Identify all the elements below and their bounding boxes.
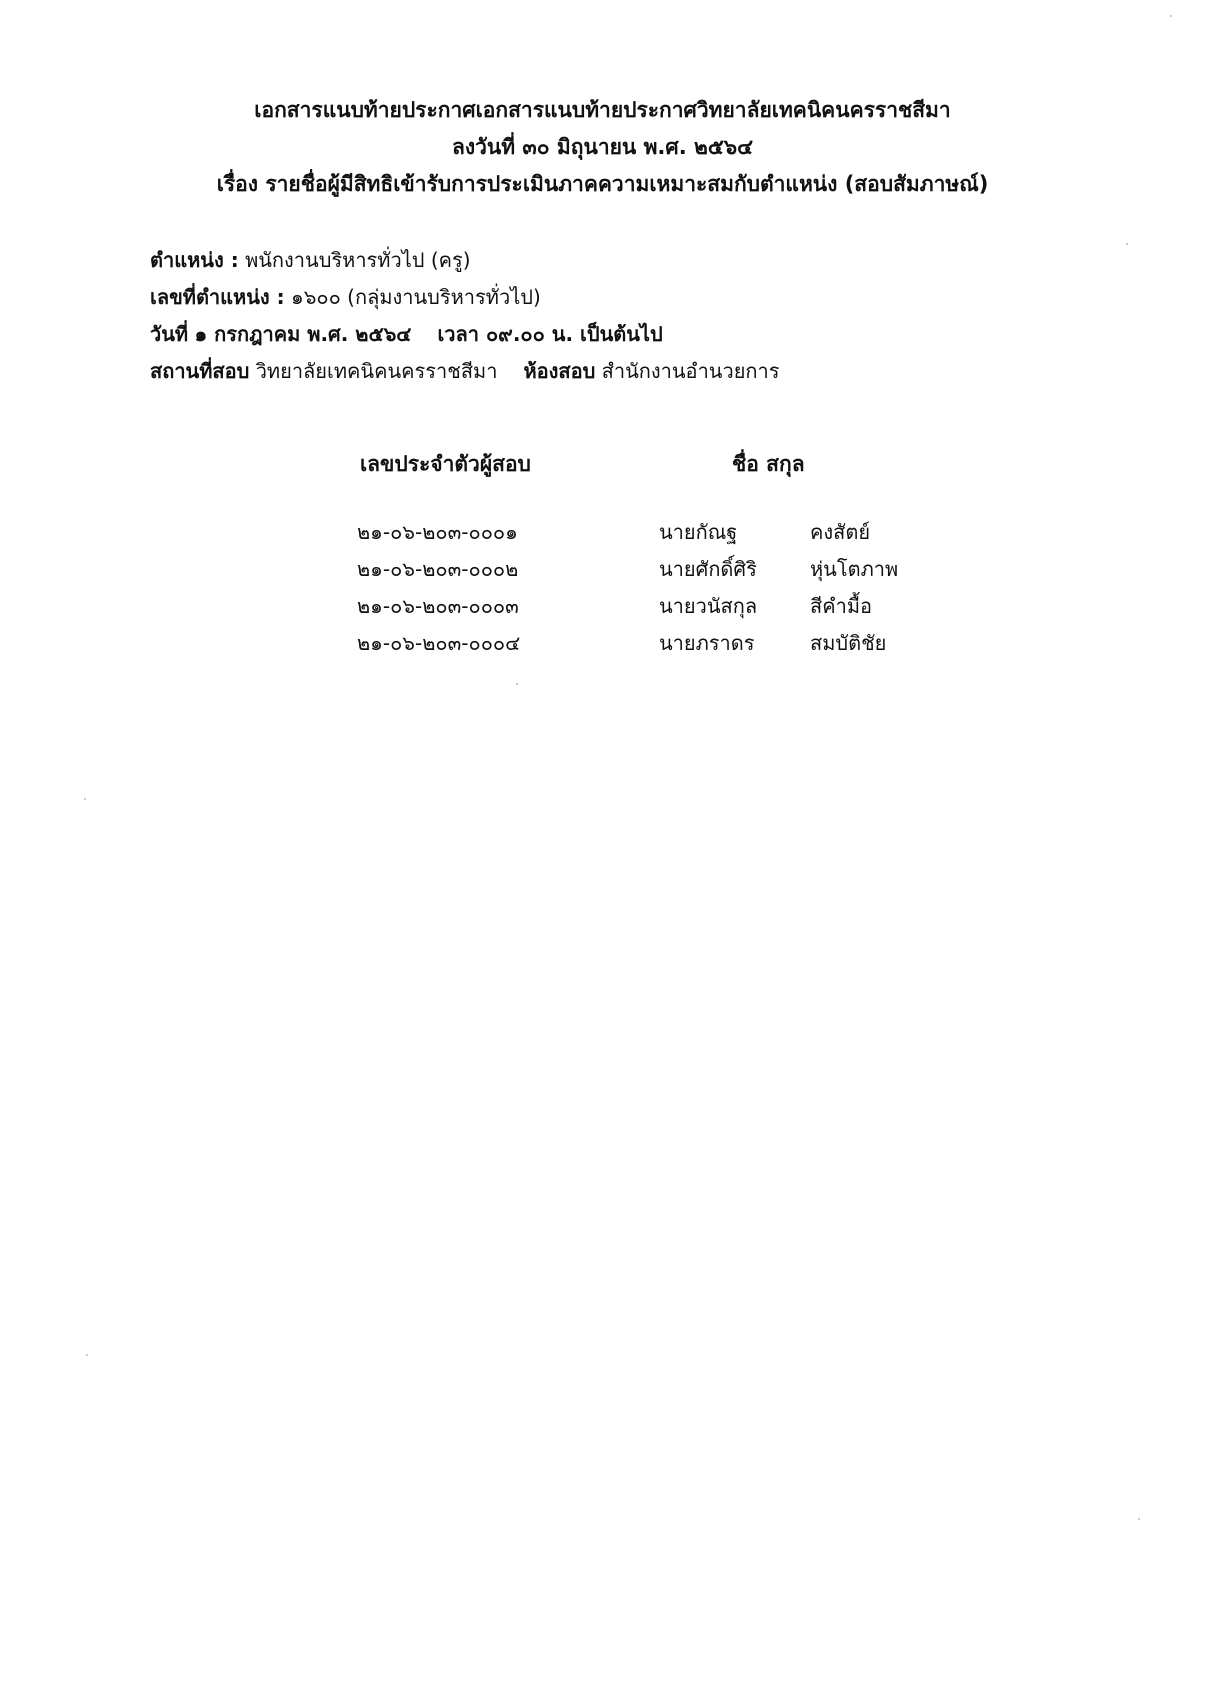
candidate-first-name: นายศักดิ์ศิริ [659,557,757,581]
position-number-label: เลขที่ตำแหน่ง : [150,285,285,309]
scan-speck [1138,1518,1140,1520]
candidate-last-name: คงสัตย์ [810,520,871,544]
candidate-list [0,448,1205,655]
candidate-first-name: นายกัณฐ [659,520,738,544]
venue-line [150,353,1110,390]
candidate-last-name: สมบัติชัย [810,631,887,655]
scan-speck [516,683,518,685]
date-label: วันที่ [150,322,189,346]
candidate-first-name: นายภราดร [659,631,755,655]
candidate-first-name: นายวนัสกุล [659,594,758,618]
room-value: สำนักงานอำนวยการ [601,359,780,383]
scan-speck [1170,15,1172,17]
candidate-id: ๒๑-๐๖-๒๐๓-๐๐๐๓ [357,594,519,618]
title-line-3: เรื่อง รายชื่อผู้มีสิทธิเข้ารับการประเมินภาคความเหมาะสมกับตำแหน่ง (สอบสัมภาษณ์) [216,172,989,196]
room-label: ห้องสอบ [523,359,596,383]
list-item [0,627,1205,664]
title-line-2: ลงวันที่ ๓๐ มิถุนายน พ.ศ. ๒๕๖๔ [452,135,753,159]
candidate-id: ๒๑-๐๖-๒๐๓-๐๐๐๒ [357,557,519,581]
list-item [0,516,1205,553]
venue-label: สถานที่สอบ [150,359,250,383]
scan-speck [84,798,86,800]
scan-speck [1126,243,1128,245]
list-item [0,553,1205,590]
title-line-1: เอกสารแนบท้ายประกาศเอกสารแนบท้ายประกาศวิทยาลัยเทคนิคนครราชสีมา [254,98,951,122]
candidate-id: ๒๑-๐๖-๒๐๓-๐๐๐๑ [357,520,518,544]
position-value: พนักงานบริหารทั่วไป (ครู) [245,248,471,272]
venue-value: วิทยาลัยเทคนิคนครราชสีมา [255,359,498,383]
exam-info-block [150,242,1110,390]
candidate-id: ๒๑-๐๖-๒๐๓-๐๐๐๔ [357,631,521,655]
date-value: ๑ กรกฎาคม พ.ศ. ๒๕๖๔ [194,322,412,346]
candidate-last-name: หุ่นโตภาพ [810,557,899,581]
time-label: เวลา ๐๙.๐๐ น. เป็นต้นไป [437,322,663,346]
candidate-last-name: สีคำมื้อ [810,594,873,618]
candidate-list-header [0,448,1205,488]
list-item [0,590,1205,627]
date-line [150,316,1110,353]
scan-speck [86,1354,88,1356]
header-full-name: ชื่อ สกุล [732,452,805,476]
position-label: ตำแหน่ง : [150,248,239,272]
candidate-rows [0,516,1205,664]
position-number-value: ๑๖๐๐ (กลุ่มงานบริหารทั่วไป) [291,285,541,309]
header-candidate-id: เลขประจำตัวผู้สอบ [360,452,531,476]
document-title-block [0,92,1205,203]
position-line [150,242,1110,279]
position-number-line [150,279,1110,316]
